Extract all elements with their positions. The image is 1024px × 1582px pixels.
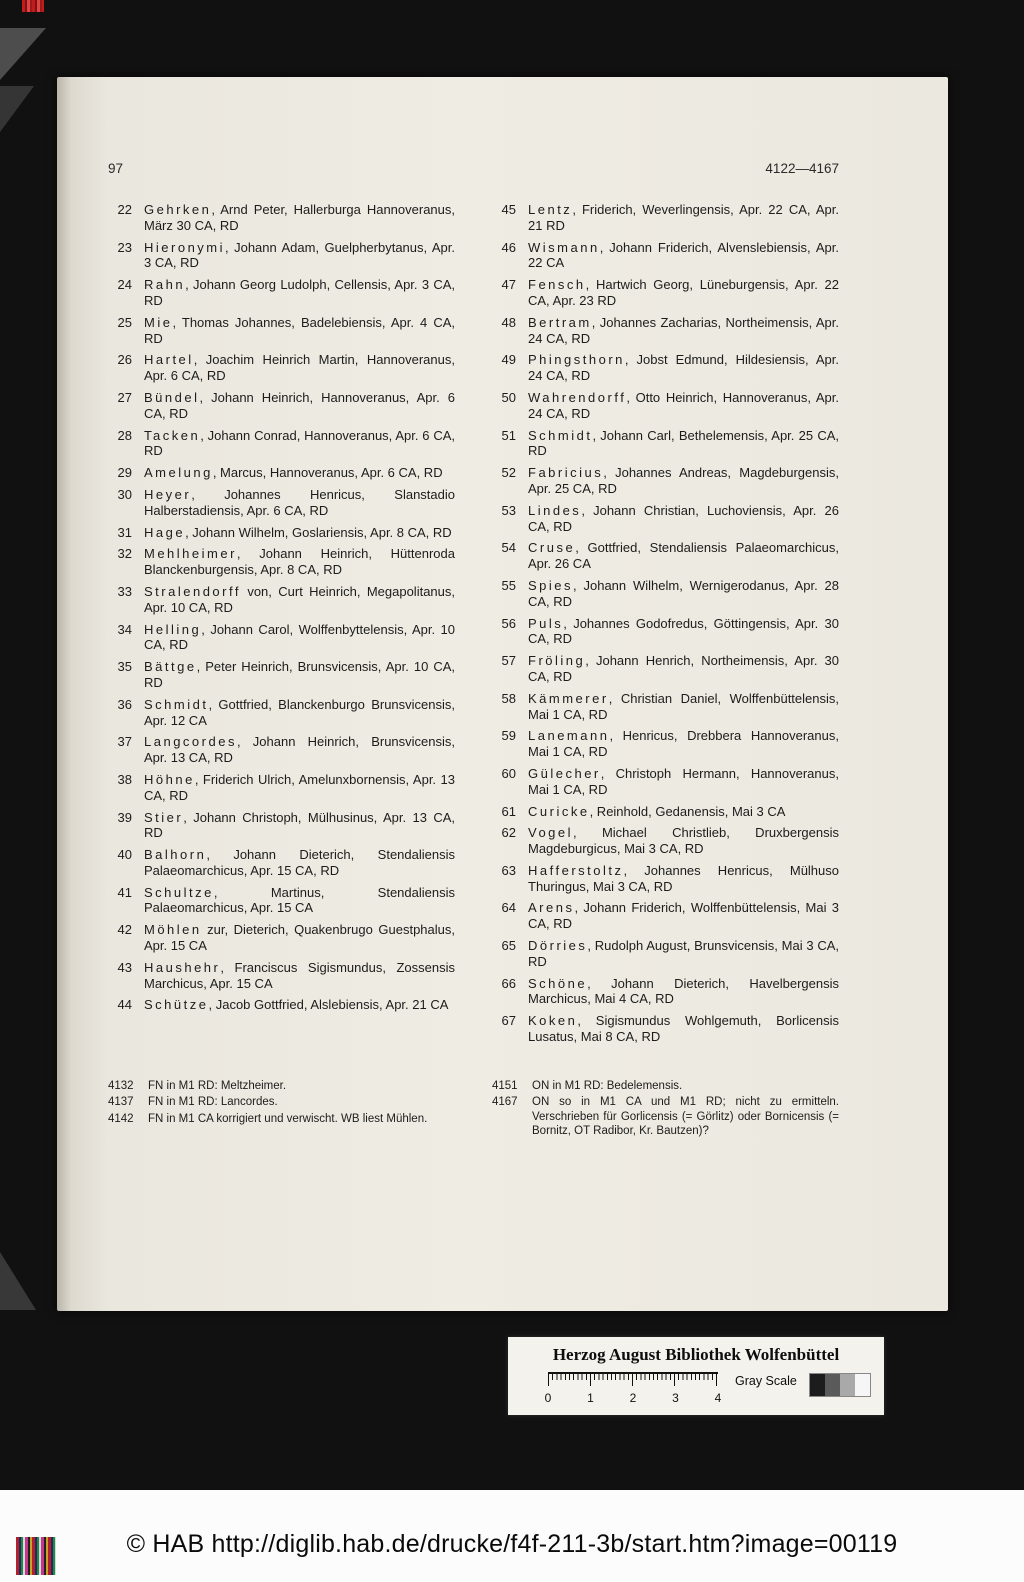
entry-details: , Johann Wilhelm, Wernigerodanus, Apr. 28 CA, RD <box>528 577 839 609</box>
register-entry <box>492 825 839 857</box>
entry-text <box>528 277 839 309</box>
right-column <box>492 202 839 1051</box>
footnote <box>108 1112 455 1127</box>
register-entry <box>108 622 455 654</box>
entry-details: , Gottfried, Stendaliensis Palaeomarchicus, Apr. 26 CA <box>528 540 839 572</box>
register-entry <box>108 202 455 234</box>
entry-details: , Johann Dieterich, Stendaliensis Palaeomarchicus, Apr. 15 CA, RD <box>144 847 455 878</box>
register-entry <box>492 540 839 572</box>
entry-details: , Franciscus Sigismundus, Zossensis Marchicus, Apr. 15 CA <box>144 959 455 991</box>
register-entry <box>108 922 455 954</box>
entry-number: 56 <box>501 615 516 631</box>
entry-text <box>144 885 455 917</box>
footnotes-section <box>108 1079 839 1141</box>
entry-surname: Lanemann <box>528 728 610 744</box>
entry-number: 65 <box>501 938 516 954</box>
entry-surname: Cruse <box>528 540 576 556</box>
register-entry <box>108 277 455 309</box>
register-entry <box>108 487 455 519</box>
entry-details: , Christoph Hermann, Hannoveranus, Mai 1 CA, RD <box>528 765 839 797</box>
entry-details: , Johann Christoph, Mülhusinus, Apr. 13 CA, RD <box>144 809 455 841</box>
register-entry <box>492 900 839 932</box>
entry-details: , Thomas Johannes, Badelebiensis, Apr. 4 CA, RD <box>144 314 455 346</box>
entry-text <box>528 540 839 572</box>
entry-text <box>144 960 455 992</box>
entry-number: 53 <box>501 502 516 518</box>
entry-details: , Friderich, Weverlingensis, Apr. 22 CA, Apr. 21 RD <box>528 202 839 233</box>
library-name: Herzog August Bibliothek Wolfenbüttel <box>552 1345 840 1364</box>
register-entry <box>108 659 455 691</box>
entry-details: zur, Dieterich, Quakenbrugo Guestphalus, Apr. 15 CA <box>144 922 455 954</box>
entry-text <box>528 691 839 723</box>
entry-text <box>144 847 455 879</box>
register-entry <box>108 465 455 481</box>
footnote <box>108 1095 455 1110</box>
entry-surname: Schultze <box>144 884 214 900</box>
entry-surname: Kämmerer <box>528 690 609 706</box>
entry-text <box>528 352 839 384</box>
entry-surname: Lentz <box>528 202 573 217</box>
entry-number: 62 <box>501 825 516 841</box>
entry-text <box>144 315 455 347</box>
register-entry <box>492 315 839 347</box>
entry-number: 63 <box>501 862 516 878</box>
entry-number: 31 <box>117 524 132 540</box>
entry-number: 46 <box>501 239 516 255</box>
footnote-text: ON so in M1 CA und M1 RD; nicht zu ermitteln. Verschrieben für Gorlicensis (= Görlitz) oder Bornicensis (= Bornitz, OT Radibor, Kr. Bautzen)? <box>532 1096 839 1138</box>
entry-number: 52 <box>501 465 516 481</box>
entry-number: 38 <box>117 771 132 787</box>
entry-surname: Puls <box>528 615 564 631</box>
gray-patch <box>855 1374 870 1396</box>
footnote-text: FN in M1 RD: Lancordes. <box>148 1096 278 1109</box>
entry-number: 61 <box>501 803 516 819</box>
ruler-number: 0 <box>544 1391 552 1405</box>
entry-number: 41 <box>117 884 132 900</box>
entry-number: 23 <box>117 239 132 255</box>
entry-surname: Rahn <box>144 277 186 293</box>
register-entry <box>108 810 455 842</box>
register-entry <box>492 691 839 723</box>
register-entry <box>492 428 839 460</box>
entry-number: 39 <box>117 809 132 825</box>
entry-number: 24 <box>117 277 132 293</box>
entry-surname: Haushehr <box>144 959 221 975</box>
register-entry <box>492 352 839 384</box>
gray-patch <box>840 1374 855 1396</box>
entry-number: 28 <box>117 427 132 443</box>
entry-text <box>528 938 839 970</box>
entry-text <box>528 728 839 760</box>
entry-text <box>528 1013 839 1045</box>
entry-text <box>528 390 839 422</box>
entry-surname: Arens <box>528 900 575 916</box>
entry-details: , Johannes Henricus, Slanstadio Halberstadiensis, Apr. 6 CA, RD <box>144 486 455 518</box>
entry-surname: Schütze <box>144 997 209 1013</box>
entry-details: , Michael Christlieb, Druxbergensis Magdeburgicus, Mai 3 CA, RD <box>528 825 839 857</box>
entry-surname: Vogel <box>528 825 574 841</box>
entry-number: 60 <box>501 765 516 781</box>
entry-details: , Johann Henrich, Northeimensis, Apr. 30 CA, RD <box>528 653 839 684</box>
entry-text <box>144 546 455 578</box>
entry-details: , Otto Heinrich, Hannoveranus, Apr. 24 CA, RD <box>528 389 839 421</box>
entry-number: 25 <box>117 314 132 330</box>
register-entry <box>108 525 455 541</box>
footnote <box>492 1079 839 1094</box>
book-spine-highlight <box>0 1252 36 1310</box>
entry-number: 42 <box>117 922 132 938</box>
entry-text <box>528 240 839 272</box>
entry-details: , Johannes Zacharias, Northeimensis, Apr. 24 CA, RD <box>528 314 839 346</box>
register-entry <box>108 847 455 879</box>
entry-text <box>144 922 455 954</box>
register-entry <box>492 202 839 234</box>
entry-details: , Johann Carol, Wolffenbyttelensis, Apr. 10 CA, RD <box>144 621 455 653</box>
register-entry <box>492 616 839 648</box>
entry-number: 66 <box>501 975 516 991</box>
entry-number: 51 <box>501 427 516 443</box>
entry-number: 33 <box>117 583 132 599</box>
entry-number: 30 <box>117 486 132 502</box>
entry-text <box>144 487 455 519</box>
entry-surname: Schmidt <box>528 427 593 443</box>
entry-text <box>528 653 839 685</box>
entry-surname: Amelung <box>144 465 213 481</box>
entry-surname: Wahrendorff <box>528 389 627 405</box>
entry-details: , Johann Wilhelm, Goslariensis, Apr. 8 CA, RD <box>185 524 452 540</box>
register-entry <box>108 315 455 347</box>
entry-number: 43 <box>117 959 132 975</box>
entry-details: , Jacob Gottfried, Alslebiensis, Apr. 21 CA <box>208 997 449 1013</box>
entry-text <box>528 976 839 1008</box>
entry-surname: Heyer <box>144 486 192 502</box>
register-entry <box>108 240 455 272</box>
entry-text <box>144 810 455 842</box>
entry-text <box>144 525 455 541</box>
left-column <box>108 202 455 1051</box>
entry-details: , Johann Heinrich, Hüttenroda Blanckenburgensis, Apr. 8 CA, RD <box>144 546 455 578</box>
entry-text <box>528 503 839 535</box>
entry-text <box>144 352 455 384</box>
entry-number: 48 <box>501 314 516 330</box>
entry-surname: Fabricius <box>528 465 604 481</box>
book-spine-highlight <box>0 86 34 132</box>
entry-number: 57 <box>501 653 516 669</box>
entry-surname: Höhne <box>144 771 195 787</box>
entry-details: , Friderich Ulrich, Amelunxbornensis, Apr. 13 CA, RD <box>144 771 455 803</box>
entry-text <box>528 825 839 857</box>
entry-text <box>144 240 455 272</box>
footnote-number: 4142 <box>108 1112 134 1125</box>
entry-details: , Christian Daniel, Wolffenbüttelensis, Mai 1 CA, RD <box>528 690 839 722</box>
entry-number: 67 <box>501 1013 516 1029</box>
entry-details: , Johann Friderich, Wolffenbüttelensis, Mai 3 CA, RD <box>528 900 839 932</box>
entry-surname: Hartel <box>144 352 194 368</box>
register-entry <box>492 766 839 798</box>
entry-text <box>144 697 455 729</box>
entry-surname: Fensch <box>528 277 586 293</box>
footnote-text: FN in M1 RD: Meltzheimer. <box>148 1079 287 1092</box>
entry-details: , Johannes Godofredus, Göttingensis, Apr. 30 CA, RD <box>528 615 839 647</box>
entry-details: , Johann Dieterich, Havelbergensis Marchicus, Mai 4 CA, RD <box>528 975 839 1007</box>
register-entry <box>492 240 839 272</box>
entry-details: , Johann Conrad, Hannoveranus, Apr. 6 CA, RD <box>144 427 455 459</box>
entry-surname: Spies <box>528 577 574 593</box>
entry-text <box>528 863 839 895</box>
entry-number: 44 <box>117 997 132 1013</box>
calibration-row <box>522 1372 870 1405</box>
copyright-url: © HAB http://diglib.hab.de/drucke/f4f-211-3b/start.htm?image=00119 <box>126 1530 898 1558</box>
entry-surname: Hage <box>144 524 186 540</box>
entry-number: 34 <box>117 621 132 637</box>
entry-details: , Johann Georg Ludolph, Cellensis, Apr. 3 CA, RD <box>144 277 455 308</box>
entry-text <box>528 804 839 820</box>
register-entry <box>492 578 839 610</box>
entry-details: , Gottfried, Blanckenburgo Brunsvicensis, Apr. 12 CA <box>144 696 455 728</box>
entry-details: , Johann Heinrich, Brunsvicensis, Apr. 13 CA, RD <box>144 734 455 766</box>
entry-surname: Wismann <box>528 239 600 255</box>
register-entry <box>492 938 839 970</box>
register-entry <box>492 804 839 820</box>
entry-number: 55 <box>501 577 516 593</box>
entry-details: , Reinhold, Gedanensis, Mai 3 CA <box>589 803 786 819</box>
entry-number: 64 <box>501 900 516 916</box>
footnote <box>108 1079 455 1094</box>
entry-details: , Johann Adam, Guelpherbytanus, Apr. 3 CA, RD <box>144 239 455 271</box>
entry-number: 49 <box>501 352 516 368</box>
gray-scale-patches <box>809 1373 871 1397</box>
entry-surname: Tacken <box>144 427 201 443</box>
footnotes-left <box>108 1079 455 1141</box>
entry-details: , Henricus, Drebbera Hannoveranus, Mai 1 CA, RD <box>528 728 839 760</box>
entry-surname: Mie <box>144 314 173 330</box>
gray-patch <box>825 1374 840 1396</box>
entry-details: , Martinus, Stendaliensis Palaeomarchicus, Apr. 15 CA <box>144 884 455 916</box>
register-entry <box>108 997 455 1013</box>
entry-text <box>528 465 839 497</box>
entry-surname: Hieronymi <box>144 239 226 255</box>
register-entry <box>108 352 455 384</box>
entry-number-range: 4122—4167 <box>765 161 839 176</box>
footnote-number: 4167 <box>492 1096 518 1109</box>
register-entry <box>108 734 455 766</box>
footnote-text: FN in M1 CA korrigiert und verwischt. WB liest Mühlen. <box>148 1112 428 1125</box>
entry-surname: Phingsthorn <box>528 352 625 368</box>
entry-number: 27 <box>117 389 132 405</box>
page-content <box>57 77 948 1311</box>
ruler-ticks <box>548 1372 718 1386</box>
entry-surname: Stralendorff <box>144 583 241 599</box>
entry-details: , Johann Carl, Bethelemensis, Apr. 25 CA, RD <box>528 427 839 459</box>
entry-details: , Johann Heinrich, Hannoveranus, Apr. 6 CA, RD <box>144 389 455 421</box>
register-entry <box>108 697 455 729</box>
entry-details: , Johann Christian, Luchoviensis, Apr. 26 CA, RD <box>528 502 839 534</box>
entry-surname: Bättge <box>144 659 197 675</box>
entry-text <box>144 465 455 481</box>
footnote-text: ON in M1 RD: Bedelemensis. <box>532 1079 683 1092</box>
entry-number: 40 <box>117 847 132 863</box>
entry-number: 58 <box>501 690 516 706</box>
entry-surname: Langcordes <box>144 734 237 750</box>
entry-details: , Arnd Peter, Hallerburga Hannoveranus, März 30 CA, RD <box>144 202 455 233</box>
register-entry <box>492 1013 839 1045</box>
entry-details: , Joachim Heinrich Martin, Hannoveranus, Apr. 6 CA, RD <box>144 352 455 384</box>
entry-number: 22 <box>117 202 132 217</box>
entry-details: , Johannes Henricus, Mülhuso Thuringus, Mai 3 CA, RD <box>528 862 839 894</box>
register-columns <box>108 202 839 1051</box>
ruler-number: 4 <box>714 1391 722 1405</box>
entry-surname: Stier <box>144 809 184 825</box>
calibration-target <box>508 1337 884 1415</box>
entry-surname: Gülecher <box>528 765 601 781</box>
entry-text <box>144 584 455 616</box>
book-spine-highlight <box>0 28 46 80</box>
entry-number: 26 <box>117 352 132 368</box>
footnote-number: 4132 <box>108 1079 134 1092</box>
entry-details: , Rudolph August, Brunsvicensis, Mai 3 CA, RD <box>528 938 839 969</box>
page-header <box>108 161 839 176</box>
entry-surname: Bündel <box>144 389 200 405</box>
entry-number: 59 <box>501 728 516 744</box>
register-entry <box>492 277 839 309</box>
entry-text <box>144 390 455 422</box>
entry-details: , Sigismundus Wohlgemuth, Borlicensis Lusatus, Mai 8 CA, RD <box>528 1013 839 1045</box>
register-entry <box>492 728 839 760</box>
entry-text <box>144 772 455 804</box>
entry-text <box>144 997 455 1013</box>
entry-surname: Hafferstoltz <box>528 862 624 878</box>
entry-surname: Schmidt <box>144 696 209 712</box>
entry-text <box>144 277 455 309</box>
entry-surname: Schöne <box>528 975 588 991</box>
entry-text <box>528 315 839 347</box>
register-entry <box>108 772 455 804</box>
entry-surname: Helling <box>144 621 202 637</box>
register-entry <box>108 885 455 917</box>
entry-surname: Mehlheimer <box>144 546 237 562</box>
entry-text <box>144 734 455 766</box>
footnotes-right <box>492 1079 839 1141</box>
ruler-number: 2 <box>629 1391 637 1405</box>
entry-surname: Gehrken <box>144 202 212 217</box>
ruler-numbers <box>543 1391 723 1405</box>
entry-details: , Johannes Andreas, Magdeburgensis, Apr. 25 CA, RD <box>528 465 839 496</box>
entry-text <box>528 202 839 234</box>
gray-patch <box>810 1374 825 1396</box>
entry-surname: Koken <box>528 1013 578 1029</box>
entry-details: von, Curt Heinrich, Megapolitanus, Apr. 10 CA, RD <box>144 583 455 615</box>
entry-text <box>528 428 839 460</box>
entry-details: , Johann Friderich, Alvenslebiensis, Apr. 22 CA <box>528 239 839 271</box>
entry-surname: Balhorn <box>144 847 207 863</box>
entry-number: 36 <box>117 696 132 712</box>
footnote <box>492 1095 839 1139</box>
entry-details: , Peter Heinrich, Brunsvicensis, Apr. 10 CA, RD <box>144 659 455 690</box>
entry-number: 37 <box>117 734 132 750</box>
entry-surname: Möhlen <box>144 922 202 938</box>
register-entry <box>492 976 839 1008</box>
register-entry <box>108 428 455 460</box>
footer-strip <box>0 1490 1024 1582</box>
entry-text <box>528 766 839 798</box>
entry-number: 54 <box>501 540 516 556</box>
entry-text <box>528 578 839 610</box>
entry-text <box>144 659 455 691</box>
entry-details: , Marcus, Hannoveranus, Apr. 6 CA, RD <box>212 465 443 481</box>
entry-number: 32 <box>117 546 132 562</box>
entry-surname: Fröling <box>528 653 586 669</box>
ruler-number: 3 <box>672 1391 679 1405</box>
register-entry <box>108 390 455 422</box>
footnote-number: 4151 <box>492 1079 518 1092</box>
book-page <box>57 77 948 1311</box>
entry-text <box>144 428 455 460</box>
entry-surname: Bertram <box>528 314 592 330</box>
entry-details: , Jobst Edmund, Hildesiensis, Apr. 24 CA, RD <box>528 352 839 384</box>
register-entry <box>492 503 839 535</box>
register-entry <box>492 863 839 895</box>
ruler <box>544 1372 723 1405</box>
entry-number: 29 <box>117 465 132 481</box>
entry-text <box>144 622 455 654</box>
page-number: 97 <box>108 161 124 176</box>
register-entry <box>492 390 839 422</box>
entry-surname: Lindes <box>528 502 582 518</box>
register-entry <box>492 465 839 497</box>
gray-scale-label: Gray Scale <box>735 1374 797 1388</box>
register-entry <box>492 653 839 685</box>
entry-number: 50 <box>501 389 516 405</box>
entry-surname: Dörries <box>528 938 588 954</box>
entry-text <box>528 616 839 648</box>
register-entry <box>108 546 455 578</box>
entry-surname: Curicke <box>528 803 590 819</box>
color-registration-mark-icon <box>22 0 44 12</box>
entry-number: 47 <box>501 277 516 293</box>
entry-text <box>528 900 839 932</box>
color-barcode-icon <box>16 1537 56 1575</box>
entry-details: , Hartwich Georg, Lüneburgensis, Apr. 22 CA, Apr. 23 RD <box>528 277 839 308</box>
entry-number: 45 <box>501 202 516 217</box>
footnote-number: 4137 <box>108 1096 134 1109</box>
register-entry <box>108 584 455 616</box>
entry-text <box>144 202 455 234</box>
ruler-number: 1 <box>587 1391 594 1405</box>
register-entry <box>108 960 455 992</box>
entry-number: 35 <box>117 659 132 675</box>
